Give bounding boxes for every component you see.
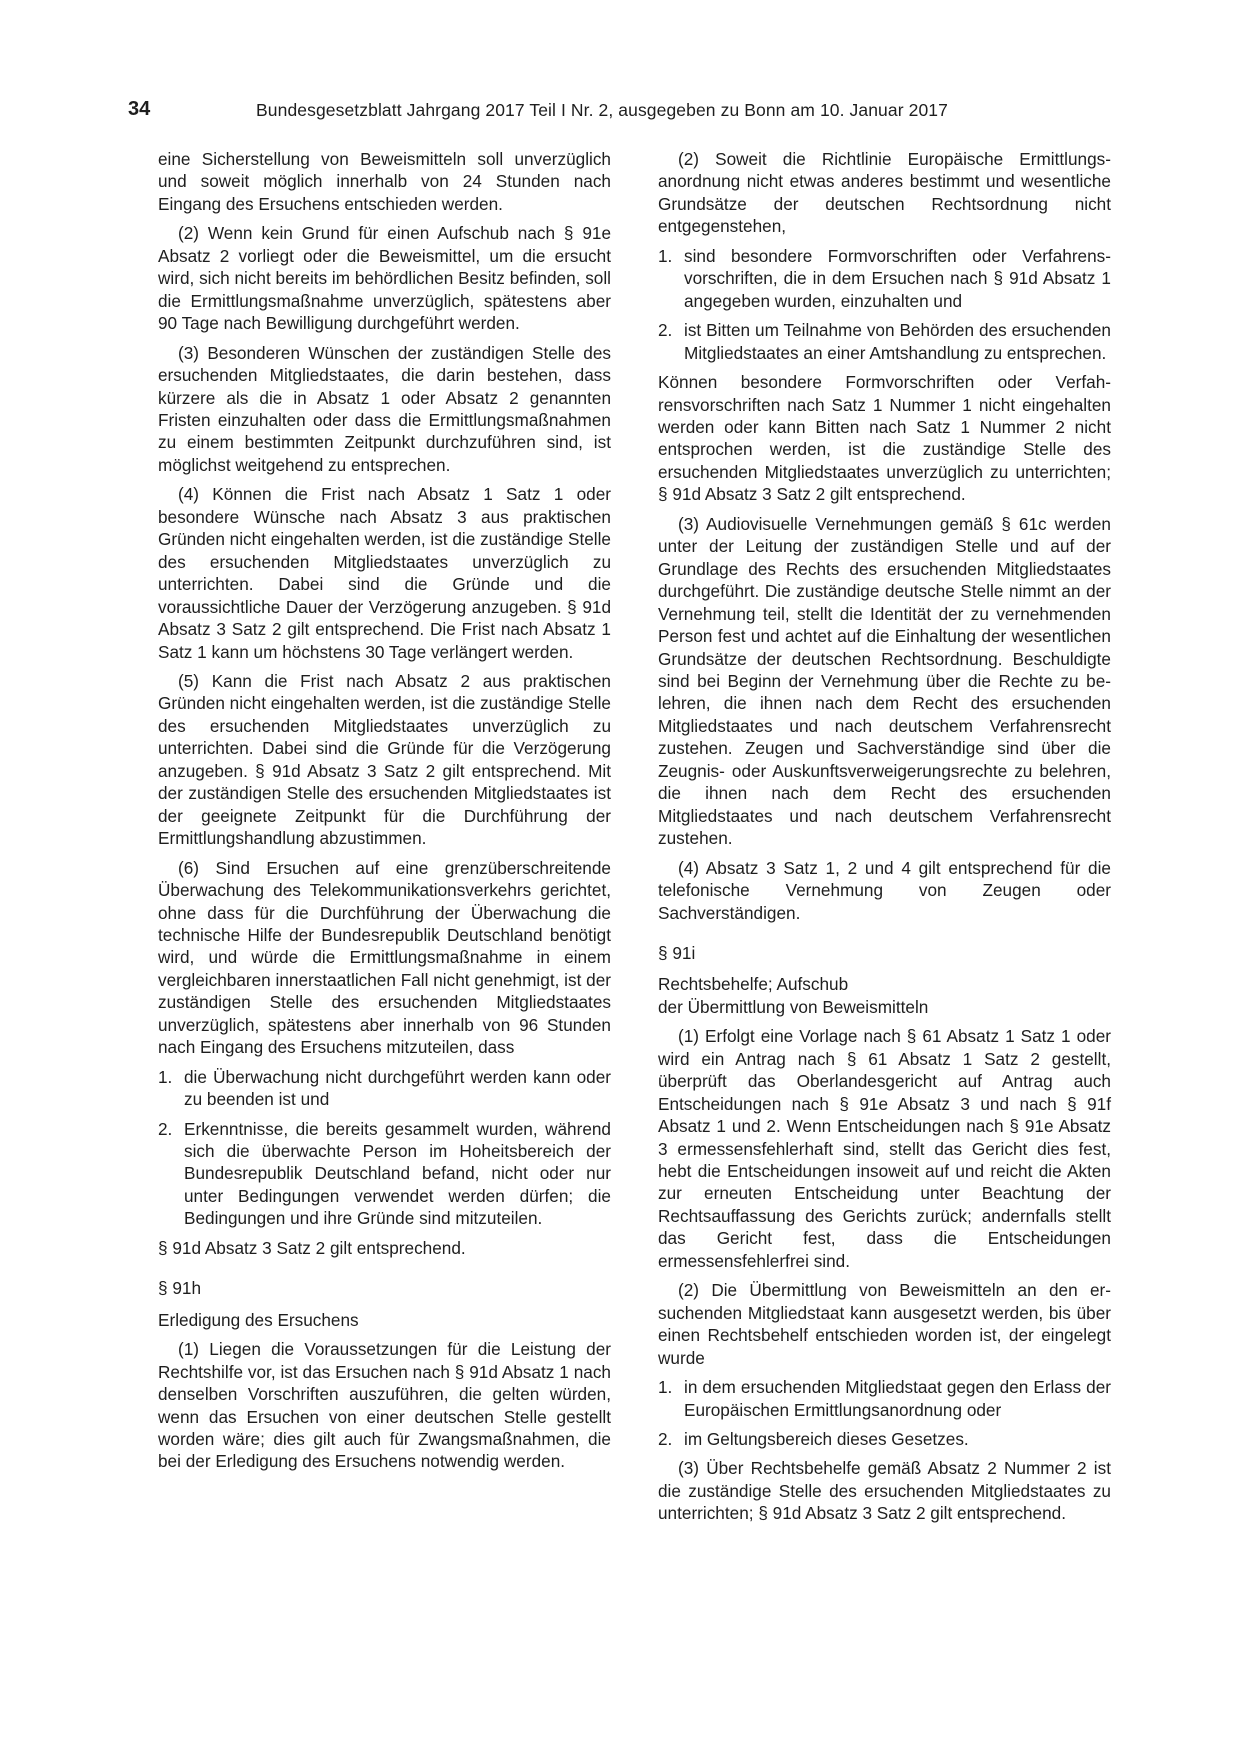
list-number: 2.: [658, 1429, 673, 1450]
page-header: [128, 98, 978, 126]
numbered-list: [658, 245, 1111, 364]
paragraph: (4) Absatz 3 Satz 1, 2 und 4 gilt entsprechend für die telefonische Vernehmung von Zeugen oder Sachverständigen.: [658, 857, 1111, 923]
list-item-text: Erkenntnisse, die bereits gesammelt wurden, während sich die überwachte Person im Hoheitsbereich der Bundesrepublik Deutschland befand, nicht oder nur unter Bedingungen verwendet werden dürfen; die Bedingungen und ihre Gründe sind mitzuteilen.: [184, 1118, 611, 1229]
list-item: [158, 1118, 611, 1230]
paragraph: (2) Die Übermittlung von Beweismitteln an den ersuchenden Mitgliedstaat kann ausgesetzt werden, bis über einen Rechtsbehelf entschieden worden ist, der eingelegt wurde: [658, 1280, 1111, 1368]
list-item-text: die Überwachung nicht durchgeführt werden kann oder zu beenden ist und: [184, 1066, 611, 1110]
paragraph: (1) Erfolgt eine Vorlage nach § 61 Absatz 1 Satz 1 oder wird ein Antrag nach § 61 Absatz 1 Satz 2 gestellt, überprüft das Oberlandesgericht auf Antrag auch Entscheidungen nach § 91e Absatz 3 und nach § 91f Absatz 1 und 2. Wenn Entscheidungen nach § 91e Absatz 3 ermessensfehlerhaft sind, stellt das Gericht dies fest, hebt die Entscheidungen insoweit auf und reicht die Akten zur erneuten Entscheidung unter Beachtung der Rechtsauffassung des Gerichts zurück; andernfalls stellt das Gericht fest, dass die Entscheidungen ermessensfehlerfrei sind.: [658, 1026, 1111, 1271]
numbered-list: [158, 1066, 611, 1230]
paragraph: eine Sicherstellung von Beweismitteln soll unverzüglich und soweit möglich innerhalb von 24 Stunden nach Eingang des Ersuchens entschieden werden.: [158, 149, 611, 214]
list-item-text: im Geltungsbereich dieses Gesetzes.: [684, 1429, 969, 1450]
list-item-text: sind besondere Formvorschriften oder Verfahrensvorschriften, die in dem Ersuchen nach § 91d Absatz 1 angegeben wurden, einzuhalten und: [684, 245, 1111, 311]
list-number: 1.: [658, 1377, 673, 1398]
section-title-line: der Übermittlung von Beweismitteln: [658, 996, 929, 1017]
list-item: [158, 1066, 611, 1111]
paragraph: (3) Audiovisuelle Vernehmungen gemäß § 61c werden unter der Leitung der zuständigen Stelle und auf der Grundlage des Rechts des ersuchenden Mitgliedstaates durchgeführt. Die zuständige deutsche Stelle nimmt an der Vernehmung teil, stellt die Identität der zu vernehmenden Person fest und achtet auf die Einhaltung der wesentlichen Grundsätze der deutschen Rechtsordnung. Beschuldigte sind bei Beginn der Vernehmung über die Rechte zu belehren, die ihnen nach dem Recht des ersuchenden Mitgliedstaates und nach deutschem Verfahrensrecht zustehen. Zeugen und Sachverständige sind über die Zeugnis- oder Auskunftsverweigerungsrechte zu belehren, die ihnen nach dem Recht des ersuchenden Mitgliedstaates und nach deutschem Verfahrensrecht zustehen.: [658, 513, 1111, 849]
paragraph: (1) Liegen die Voraussetzungen für die Leistung der Rechtshilfe vor, ist das Ersuchen nach § 91d Absatz 1 nach denselben Vorschriften auszuführen, die gelten würden, wenn das Ersuchen von einer deutschen Stelle gestellt worden wäre; dies gilt auch für Zwangsmaßnahmen, die bei der Erledigung des Ersuchens notwendig werden.: [158, 1339, 611, 1472]
numbered-list: [658, 1376, 1111, 1450]
list-number: 1.: [158, 1066, 173, 1087]
list-number: 2.: [658, 320, 673, 341]
left-column: [158, 148, 611, 1480]
list-item: [658, 1376, 1111, 1421]
paragraph: (2) Wenn kein Grund für einen Aufschub nach § 91e Absatz 2 vorliegt oder die Beweismittel, um die ersucht wird, sich nicht bereits im behördlichen Besitz befinden, soll die Ermittlungsmaßnahme unverzüglich, spätestens aber 90 Tage nach Bewilligung durchgeführt werden.: [158, 223, 611, 334]
paragraph: (3) Besonderen Wünschen der zuständigen Stelle des ersuchenden Mitgliedstaates, die darin bestehen, dass kürzere als die in Absatz 1 oder Absatz 2 genannten Fristen einzuhalten oder dass die Ermittlungsmaßnahmen zu einem bestimmten Zeitpunkt durchzuführen sind, ist möglichst weitgehend zu entsprechen.: [158, 342, 611, 475]
section-title-line: Rechtsbehelfe; Aufschub: [658, 974, 849, 995]
right-column: [658, 148, 1111, 1532]
list-item: [658, 245, 1111, 312]
paragraph: § 91d Absatz 3 Satz 2 gilt entsprechend.: [158, 1237, 466, 1258]
paragraph: (6) Sind Ersuchen auf eine grenzüberschreitende Überwachung des Telekommunikationsverkehrs gerichtet, ohne dass für die Durchführung der Überwachung die technische Hilfe der Bundesrepublik Deutschland benötigt wird, und würde die Ermittlungsmaßnahme in einem vergleichbaren innerstaatlichen Fall nicht genehmigt, ist der zuständigen Stelle des ersuchenden Mitgliedstaates unverzüglich, spätestens aber innerhalb von 96 Stunden nach Eingang des Ersuchens mitzuteilen, dass: [158, 857, 611, 1058]
list-item-text: ist Bitten um Teilnahme von Behörden des ersuchenden Mitgliedstaates an einer Amtshandlung zu entsprechen.: [684, 320, 1111, 363]
page-number: 34: [128, 98, 151, 120]
paragraph: (4) Können die Frist nach Absatz 1 Satz 1 oder besondere Wünsche nach Absatz 3 aus praktischen Gründen nicht eingehalten werden, ist die zuständige Stelle des ersuchenden Mitgliedstaates unverzüglich zu unterrichten. Dabei sind die Gründe und die voraussichtliche Dauer der Verzögerung anzugeben. § 91d Absatz 3 Satz 2 gilt entsprechend. Die Frist nach Absatz 1 Satz 1 kann um höchstens 30 Tage verlängert werden.: [158, 484, 611, 662]
list-item-text: in dem ersuchenden Mitgliedstaat gegen den Erlass der Europäischen Ermittlungsanordnung oder: [684, 1377, 1111, 1420]
gazette-header-title: Bundesgesetzblatt Jahrgang 2017 Teil I Nr. 2, ausgegeben zu Bonn am 10. Januar 2017: [256, 100, 948, 120]
paragraph: (3) Über Rechtsbehelfe gemäß Absatz 2 Nummer 2 ist die zuständige Stelle des ersuchenden Mitgliedstaates zu unterrichten; § 91d Absatz 3 Satz 2 gilt entsprechend.: [658, 1458, 1111, 1524]
list-number: 1.: [658, 245, 673, 266]
section-title: Erledigung des Ersuchens: [158, 1309, 359, 1330]
list-number: 2.: [158, 1118, 173, 1139]
paragraph: Können besondere Formvorschriften oder Verfahrensvorschriften nach Satz 1 Nummer 1 nicht eingehalten werden oder kann Bitten nach Satz 1 Nummer 2 nicht entsprochen werden, ist die zuständige Stelle des ersuchenden Mitgliedstaates unverzüglich zu unterrichten; § 91d Absatz 3 Satz 2 gilt entsprechend.: [658, 372, 1111, 505]
paragraph: (5) Kann die Frist nach Absatz 2 aus praktischen Gründen nicht eingehalten werden, ist die zuständige Stelle des ersuchenden Mitgliedstaates unverzüglich zu unterrichten. Dabei sind die Gründe für die Verzögerung anzugeben. § 91d Absatz 3 Satz 2 gilt entsprechend. Mit der zuständigen Stelle des ersuchenden Mitgliedstaates ist der geeignete Zeitpunkt für die Durchführung der Ermittlungshandlung abzustimmen.: [158, 670, 611, 849]
paragraph: (2) Soweit die Richtlinie Europäische Ermittlungsanordnung nicht etwas anderes bestimmt und wesentliche Grundsätze der deutschen Rechtsordnung nicht entgegenstehen,: [658, 149, 1111, 237]
section-number: § 91h: [158, 1278, 202, 1299]
section-title: [658, 973, 1111, 1018]
list-item: [658, 1428, 1111, 1450]
list-item: [658, 319, 1111, 364]
section-number: § 91i: [658, 942, 696, 963]
